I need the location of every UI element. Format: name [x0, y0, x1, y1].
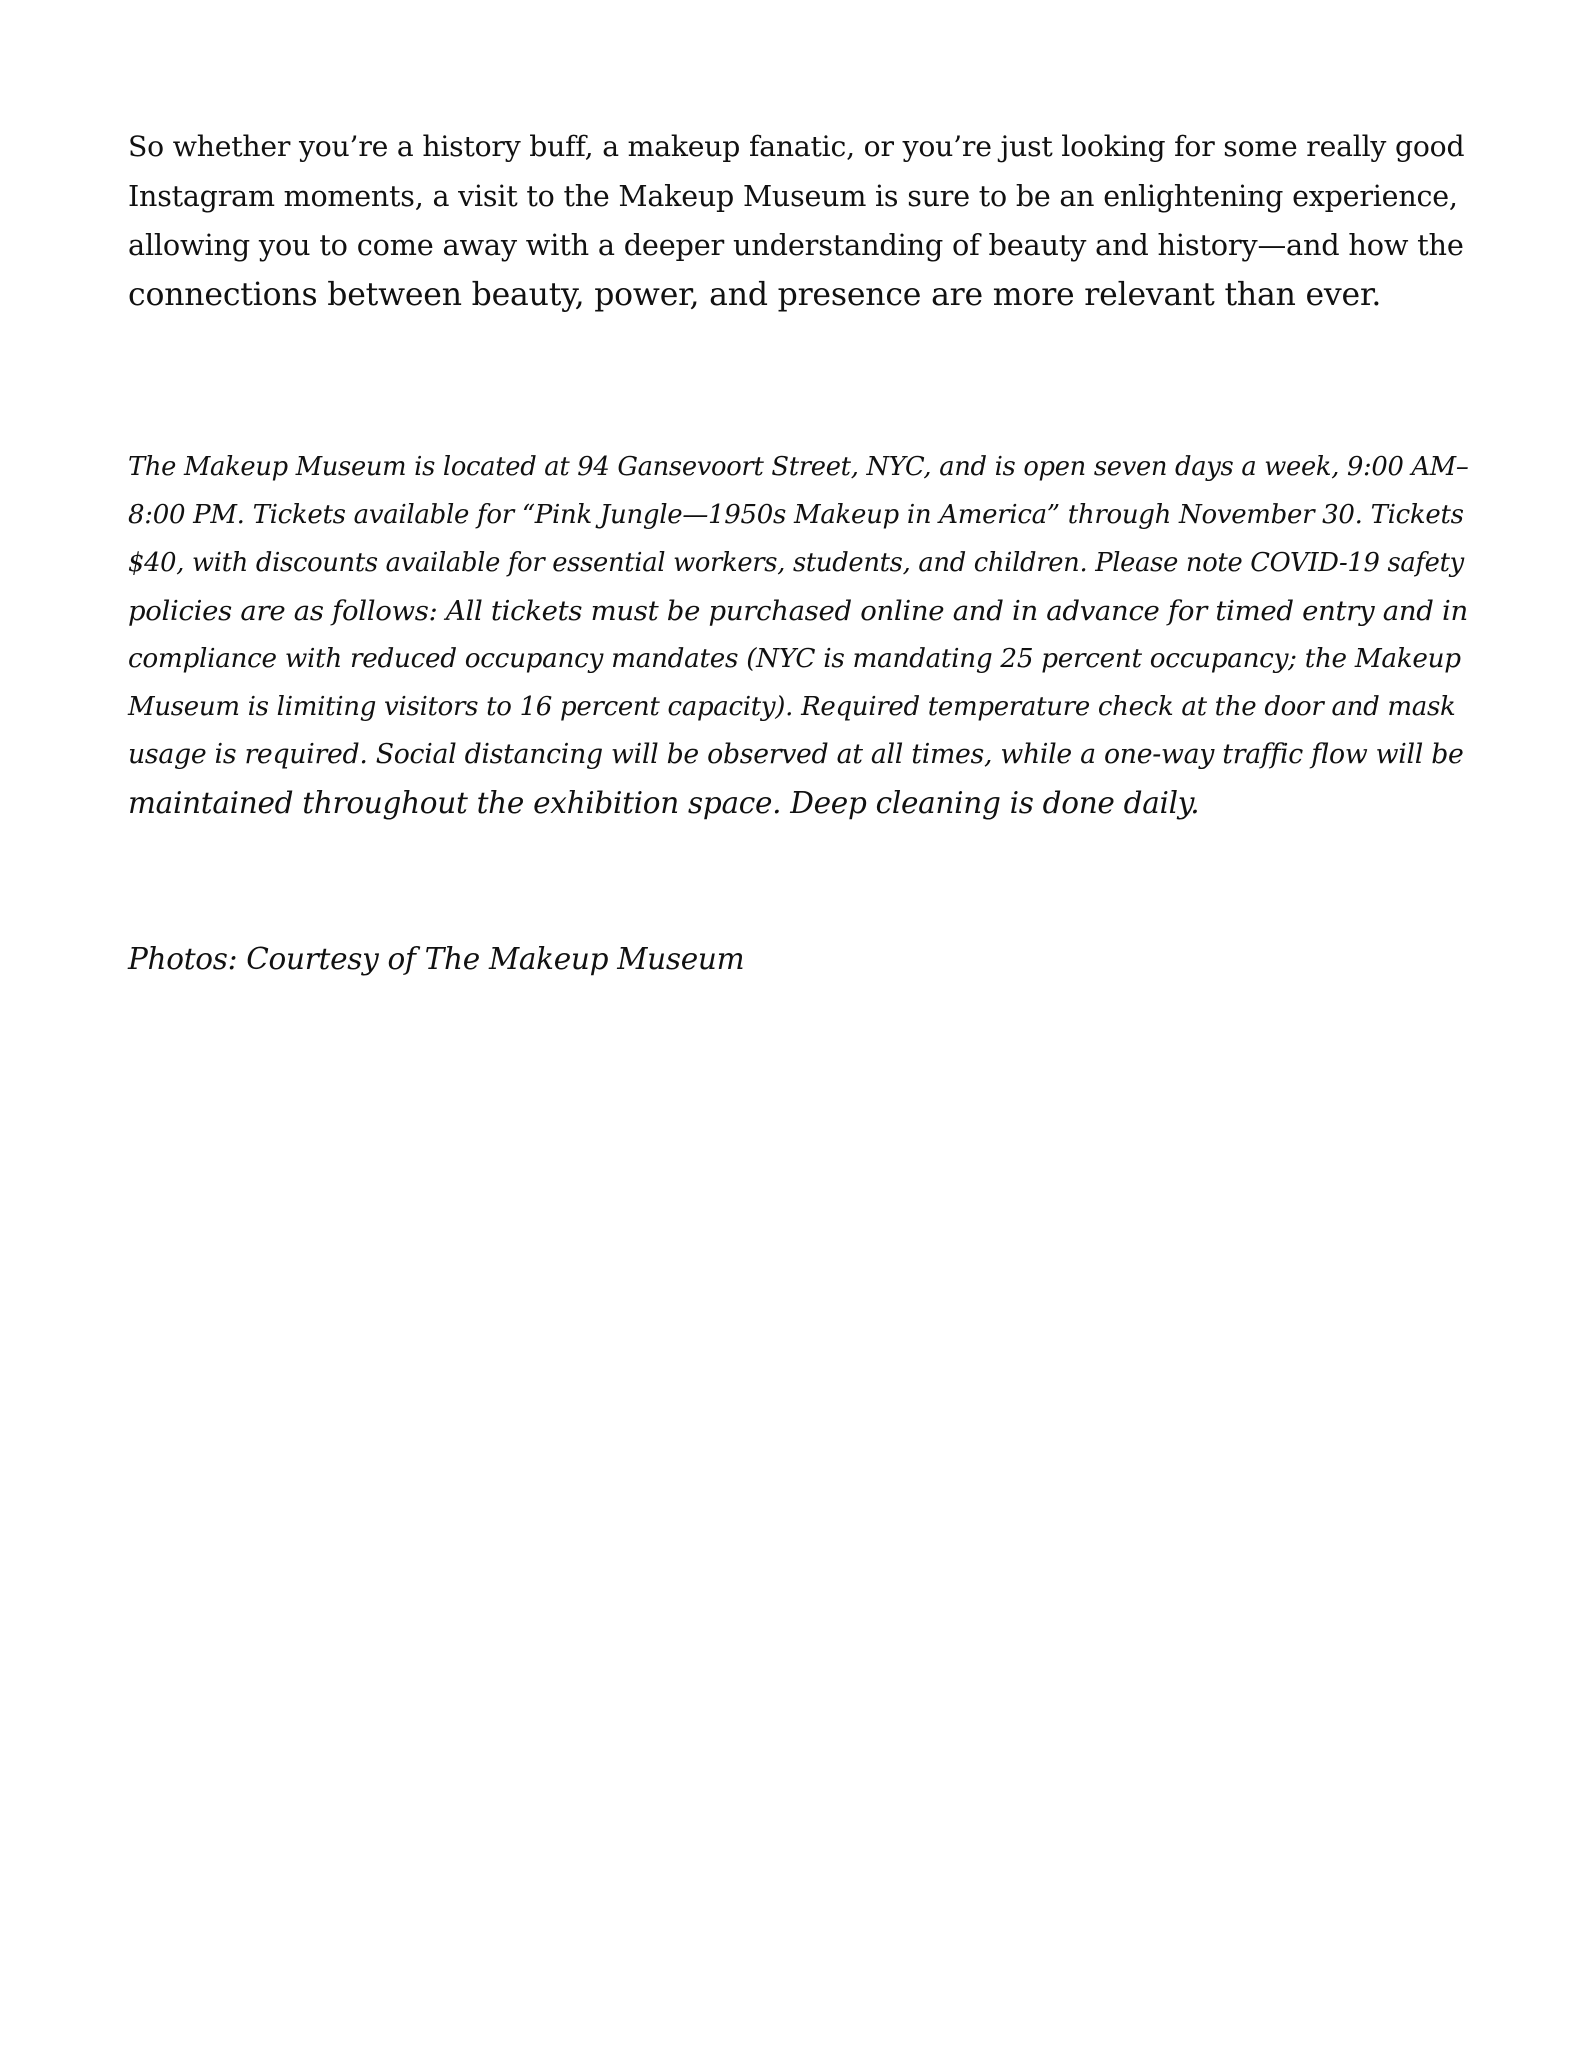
visitor-info-line: Museum is limiting visitors to 16 percent capacity). Required temperature check at the door and mask: [128, 692, 1456, 722]
intro-line: So whether you’re a history buff, a makeup fanatic, or you’re just looking for some really good: [128, 130, 1465, 163]
visitor-info-line: The Makeup Museum is located at 94 Gansevoort Street, NYC, and is open seven days a week, 9:00 AM–: [128, 452, 1469, 482]
visitor-info-line: $40, with discounts available for essential workers, students, and children. Please note COVID-19 safety: [128, 548, 1464, 578]
intro-paragraph: [128, 122, 1468, 320]
visitor-info-line: policies are as follows: All tickets must be purchased online and in advance for timed entry and in: [128, 595, 1468, 627]
intro-line: Instagram moments, a visit to the Makeup Museum is sure to be an enlightening experience,: [128, 179, 1458, 213]
intro-line: connections between beauty, power, and presence are more relevant than ever.: [128, 276, 1382, 313]
photo-credit-text: Photos: Courtesy of The Makeup Museum: [128, 942, 745, 976]
visitor-info-line: 8:00 PM. Tickets available for “Pink Jungle—1950s Makeup in America” through November 30. Tickets: [128, 500, 1464, 530]
visitor-info-line: compliance with reduced occupancy mandates (NYC is mandating 25 percent occupancy; the Makeup: [128, 644, 1461, 674]
visitor-info-line: maintained throughout the exhibition space. Deep cleaning is done daily.: [128, 786, 1200, 820]
photo-credit: [128, 935, 1468, 983]
visitor-info-line: usage is required. Social distancing will be observed at all times, while a one-way traffic flow will be: [128, 739, 1464, 770]
visitor-info-paragraph: [128, 443, 1468, 827]
intro-line: allowing you to come away with a deeper understanding of beauty and history—and how the: [128, 228, 1464, 262]
